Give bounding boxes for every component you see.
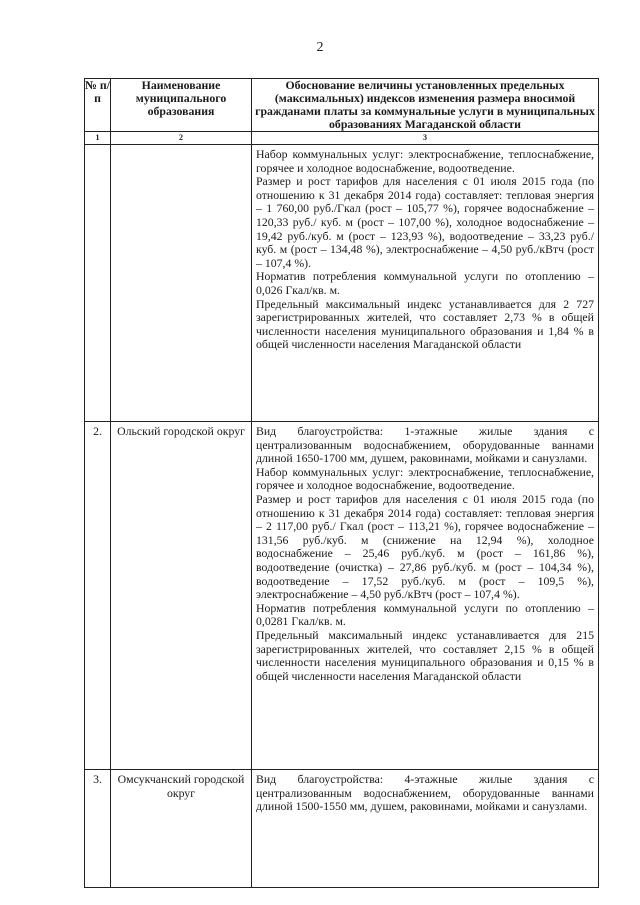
page-number: 2 — [316, 40, 324, 55]
tariff-table — [84, 78, 599, 888]
header-number: № п/п — [85, 79, 111, 132]
justification-paragraph: Размер и рост тарифов для населения с 01 июля 2015 года (по отношению к 31 декабря 2014 года) составляет: тепловая энергия – 2 117,00 руб./ Гкал (рост – 113,21 %), горячее водоснабжение – 131,56 руб./куб. м (снижение на 12,94 %), холодное водоснабжение – 25,46 руб./куб. м (рост – 161,86 %), водоотведение (очистка) – 27,86 руб./куб. м (рост – 104,34 %), водоотведение – 17,52 руб./куб. м (рост – 109,5 %), электроснабжение – 4,50 руб./кВтч (рост – 107,4 %). — [256, 491, 594, 602]
justification-paragraph: Вид благоустройства: 1-этажные жилые здания с централизованным водоснабжением, оборудованные ваннами длиной 1650-1700 мм, душем, раковинами, мойками и санузлами. — [256, 424, 594, 466]
justification-cell — [252, 770, 599, 888]
row-number: 2. — [85, 422, 111, 770]
row-number — [85, 145, 111, 422]
header-municipality: Наименование муниципального образования — [111, 79, 252, 132]
column-index: 3 — [252, 132, 599, 145]
justification-paragraph: Норматив потребления коммунальной услуги по отоплению – 0,0281 Гкал/кв. м. — [256, 600, 594, 629]
column-index: 1 — [85, 132, 111, 145]
municipality-name — [111, 145, 252, 422]
table-row — [85, 145, 599, 422]
table-row — [85, 422, 599, 770]
header-row — [85, 79, 599, 132]
justification-paragraph: Набор коммунальных услуг: электроснабжение, теплоснабжение, горячее и холодное водоснабжение, водоотведение. — [256, 464, 594, 493]
justification-paragraph: Предельный максимальный индекс устанавливается для 2 727 зарегистрированных жителей, что составляет 2,73 % в общей численности населения муниципального образования и 1,84 % в общей численности населения Магаданской области — [256, 296, 594, 352]
municipality-name: Ольский городской округ — [111, 422, 252, 770]
column-index-row — [85, 132, 599, 145]
header-justification: Обоснование величины установленных предельных (максимальных) индексов изменения размера вносимой гражданами платы за коммунальные услуги в муниципальных образованиях Магаданской области — [252, 79, 599, 132]
column-index: 2 — [111, 132, 252, 145]
justification-paragraph: Размер и рост тарифов для населения с 01 июля 2015 года (по отношению к 31 декабря 2014 года) составляет: тепловая энергия – 1 760,00 руб./Гкал (рост – 105,77 %), горячее водоснабжение – 120,33 руб./ куб. м (рост – 107,00 %), холодное водоснабжение – 19,42 руб./куб. м (рост – 123,93 %), водоотведение – 33,23 руб./куб. м (рост – 134,48 %), электроснабжение – 4,50 руб./кВтч (рост – 107,4 %). — [256, 174, 594, 270]
justification-cell — [252, 145, 599, 422]
row-number: 3. — [85, 770, 111, 888]
justification-paragraph: Норматив потребления коммунальной услуги по отоплению – 0,026 Гкал/кв. м. — [256, 269, 594, 297]
justification-cell — [252, 422, 599, 770]
table-row — [85, 770, 599, 888]
municipality-name: Омсукчанский городской округ — [111, 770, 252, 888]
justification-paragraph: Предельный максимальный индекс устанавливается для 215 зарегистрированных жителей, что составляет 2,15 % в общей численности населения муниципального образования и 0,15 % в общей численности населения Магаданской области — [256, 627, 594, 683]
justification-paragraph: Вид благоустройства: 4-этажные жилые здания с централизованным водоснабжением, оборудованные ваннами длиной 1500-1550 мм, душем, раковинами, мойками и санузлами. — [256, 772, 594, 814]
justification-paragraph: Набор коммунальных услуг: электроснабжение, теплоснабжение, горячее и холодное водоснабжение, водоотведение. — [256, 147, 594, 175]
